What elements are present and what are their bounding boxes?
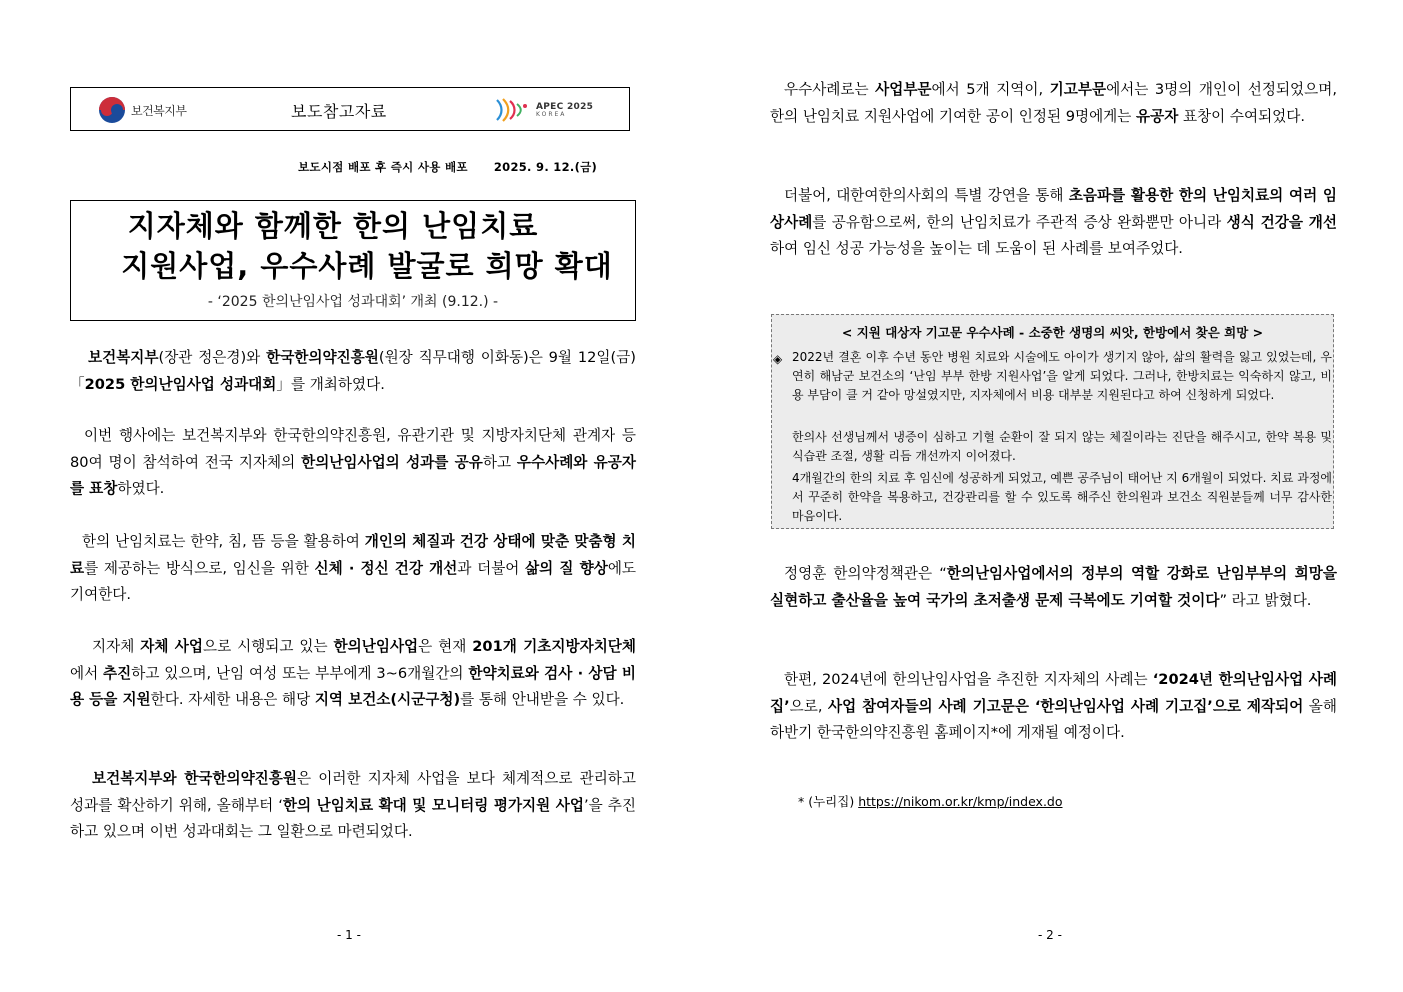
body-text: 한편, 2024년에 한의난임사업을 추진한 지자체의 사례는 (784, 671, 1153, 688)
body-text: (원장 직무대행 이화동)은 9월 12일(금) 「 (70, 349, 636, 393)
apec-emblem-icon (493, 96, 533, 124)
body-text: 에서 5개 지역이, (931, 81, 1050, 98)
body-text: 하여 임신 성공 가능성을 높이는 데 도움이 된 사례를 보여주었다. (770, 240, 1183, 257)
body-paragraph (70, 529, 636, 609)
emphasis-text: ‘2024년 한의난임사업 사례집’ (770, 671, 1337, 715)
body-text: ’을 추진하고 있으며 이번 성과대회는 그 일환으로 마련되었다. (70, 796, 637, 840)
emphasis-text: 한의난임사업 (333, 638, 419, 655)
page-number: - 1 - (337, 928, 361, 942)
emphasis-text: 추진 (103, 664, 132, 682)
body-text: 를 통해 안내받을 수 있다. (460, 691, 625, 708)
testimonial-line: 4개월간의 한의 치료 후 임신에 성공하게 되었고, 예쁜 공주님이 태어난 지 6개월이 되었다. 치료 과정에서 꾸준히 한약을 복용하고, 건강관리를 할 수 있도록 해주신 한의원과 보건소 직원분들께 너무 감사한 마음이다. (792, 471, 1332, 523)
apec-title: APEC 2025 (536, 101, 594, 112)
body-text: 한다. 자세한 내용은 해당 (150, 691, 315, 708)
body-paragraph (70, 634, 636, 714)
body-text: 으로 시행되고 있는 (202, 638, 334, 655)
emphasis-text: 사업 참여자들의 사례 기고문은 ‘한의난임사업 사례 기고집’으로 제작되어 (827, 697, 1304, 715)
ministry-logo (99, 97, 186, 123)
headline-line-2: 지원사업, 우수사례 발굴로 희망 확대 (121, 249, 613, 283)
emphasis-text: 보건복지부와 한국한의약진흥원 (92, 770, 297, 787)
emphasis-text: 기고부문 (1049, 81, 1107, 98)
page-number: - 2 - (1038, 928, 1062, 942)
emphasis-text: 보건복지부 (88, 349, 159, 366)
emphasis-text: 삶의 질 향상 (525, 559, 608, 577)
body-paragraph (770, 183, 1337, 263)
body-text: 하였다. (117, 480, 165, 497)
body-text: 한의 난임치료는 한약, 침, 뜸 등을 활용하여 (82, 533, 365, 550)
emphasis-text: 2025 한의난임사업 성과대회 (84, 375, 277, 393)
emphasis-text: 생식 건강을 개선 (1226, 213, 1337, 231)
emphasis-text: 사업부문 (875, 81, 932, 98)
body-text: 를 제공하는 방식으로, 임신을 위한 (84, 559, 315, 577)
headline-box (70, 200, 636, 321)
body-text: 표창이 수여되었다. (1178, 107, 1306, 125)
body-text: 하고 있으며, 난임 여성 또는 부부에게 3~6개월간의 (131, 664, 469, 682)
press-header-box (70, 87, 630, 131)
body-paragraph (70, 766, 636, 846)
emphasis-text: 한약치료와 검사 · 상담 비용 등을 지원 (70, 664, 636, 708)
emphasis-text: 우수사례와 유공자를 표창 (70, 453, 636, 497)
body-text: 과 더불어 (457, 559, 526, 577)
emphasis-text: 지역 보건소(시군구청) (314, 691, 461, 708)
body-text: 정영훈 한의약정책관은 “ (784, 565, 947, 582)
testimonial-box (771, 314, 1334, 529)
body-text: 를 공유함으로써, 한의 난임치료가 주관적 증상 완화뿐만 아니라 (812, 213, 1227, 231)
body-text: 에서 (70, 664, 104, 682)
apec-logo (493, 96, 593, 124)
body-text: 우수사례로는 (784, 81, 876, 98)
footnote-label: * (누리집) (798, 794, 859, 809)
body-paragraph (770, 77, 1337, 130)
doc-type-label: 보도참고자료 (291, 102, 387, 121)
body-text: 으로, (789, 697, 828, 715)
ministry-name: 보건복지부 (131, 103, 187, 118)
body-paragraph (770, 667, 1337, 747)
body-paragraph (70, 345, 636, 398)
body-text: 하고 (482, 453, 517, 471)
testimonial-title: < 지원 대상자 기고문 우수사례 - 소중한 생명의 씨앗, 한방에서 찾은 희망 > (841, 325, 1264, 340)
diamond-bullet-icon: ◈ (773, 352, 783, 366)
emphasis-text: 개인의 체질과 건강 상태에 맞춘 맞춤형 치료 (70, 533, 636, 577)
release-date: 2025. 9. 12.(금) (493, 160, 598, 174)
body-text: 」를 개최하였다. (276, 375, 385, 393)
emphasis-text: 201개 기초지방자치단체 (472, 638, 636, 655)
homepage-link[interactable]: https://nikom.or.kr/kmp/index.do (858, 794, 1063, 809)
emphasis-text: 한의난임사업에서의 정부의 역할 강화로 난임부부의 희망을 실현하고 출산율을 높여 국가의 초저출생 문제 극복에도 기여할 것이다 (770, 565, 1337, 609)
testimonial-line: 2022년 결혼 이후 수년 동안 병원 치료와 시술에도 아이가 생기지 않아, 삶의 활력을 잃고 있었는데, 우연히 해남군 보건소의 ‘난임 부부 한방 지원사업’을 알게 되었다. 그러나, 한방치료는 익숙하지 않고, 비용 부담이 클 거 같아 망설였지만, 지자체에서 비용 대부분 지원된다고 하여 신청하게 되었다. (792, 350, 1332, 402)
emphasis-text: 초음파를 활용한 한의 난임치료의 여러 임상사례 (770, 187, 1337, 231)
body-text: (장관 정은경)와 (158, 349, 267, 366)
body-text: 더불어, 대한여한의사회의 특별 강연을 통해 (784, 187, 1069, 204)
apec-subtitle: KOREA (536, 110, 567, 118)
footnote (798, 792, 1063, 810)
headline-subtitle: - ‘2025 한의난임사업 성과대회’ 개최 (9.12.) - (207, 294, 499, 310)
testimonial-line: 한의사 선생님께서 냉증이 심하고 기혈 순환이 잘 되지 않는 체질이라는 진단을 해주시고, 한약 복용 및 식습관 조절, 생활 리듬 개선까지 이어졌다. (792, 430, 1332, 463)
emphasis-text: 한의 난임치료 확대 및 모니터링 평가지원 사업 (282, 796, 584, 814)
body-text: 이번 행사에는 보건복지부와 한국한의약진흥원, 유관기관 및 지방자치단체 관계자 등 80여 명이 참석하여 전국 지자체의 (70, 427, 636, 471)
body-text: 에도 기여한다. (70, 559, 637, 603)
body-text: 에서는 3명의 개인이 선정되었으며, 한의 난임치료 지원사업에 기여한 공이 인정된 9명에게는 (770, 81, 1337, 125)
emphasis-text: 신체 · 정신 건강 개선 (314, 559, 458, 577)
emphasis-text: 한국한의약진흥원 (266, 349, 379, 366)
taegeuk-icon (99, 97, 125, 123)
emphasis-text: 자체 사업 (140, 638, 203, 655)
emphasis-text: 한의난임사업의 성과를 공유 (301, 453, 483, 471)
release-info (298, 159, 597, 175)
body-paragraph (70, 423, 636, 503)
body-text: 은 현재 (418, 638, 473, 655)
body-text: ” 라고 밝혔다. (1219, 591, 1312, 609)
body-text: 올해 하반기 한국한의약진흥원 홈페이지*에 게재될 예정이다. (770, 697, 1337, 741)
body-paragraph (770, 561, 1337, 614)
body-text: 지자체 (92, 638, 141, 655)
release-note: 보도시점 배포 후 즉시 사용 배포 (298, 160, 468, 174)
body-text: 은 이러한 지자체 사업을 보다 체계적으로 관리하고 성과를 확산하기 위해, 올해부터 ‘ (70, 770, 637, 814)
emphasis-text: 유공자 (1136, 107, 1179, 125)
headline-line-1: 지자체와 함께한 한의 난임치료 (127, 209, 539, 243)
